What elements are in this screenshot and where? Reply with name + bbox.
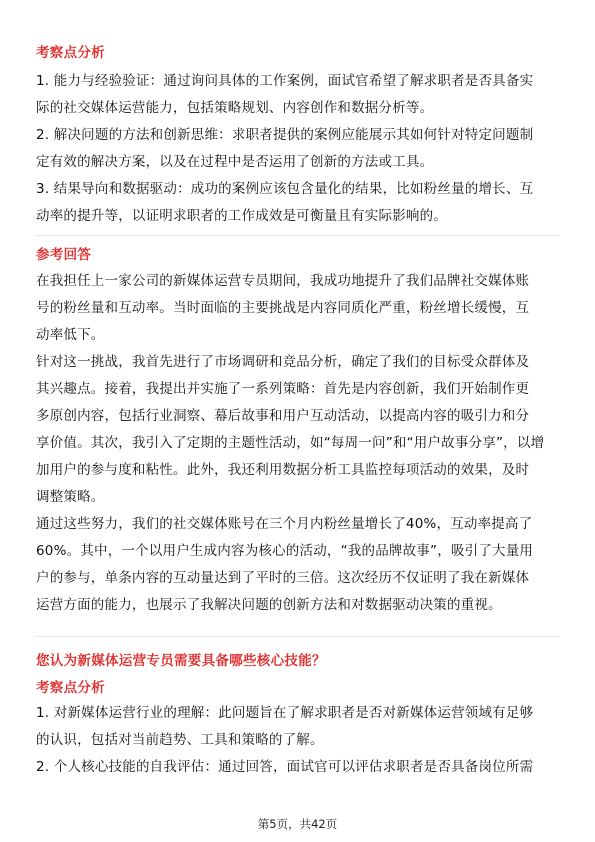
section-heading-answer: 参考回答 [36,247,92,263]
question-heading: 您认为新媒体运营专员需要具备哪些核心技能？ [36,653,326,669]
answer-line: 在我担任上一家公司的新媒体运营专员期间，我成功地提升了我们品牌社交媒体账 [36,273,530,289]
analysis-line: 2. 解决问题的方法和创新思维：求职者提供的案例应能展示其如何针对特定问题制 [36,127,534,143]
answer-line: 针对这一挑战，我首先进行了市场调研和竞品分析，确定了我们的目标受众群体及 [36,354,530,370]
analysis-line: 际的社交媒体运营能力，包括策略规划、内容创作和数据分析等。 [36,100,434,116]
answer-line: 调整策略。 [36,489,105,505]
answer-line: 其兴趣点。接着，我提出并实施了一系列策略：首先是内容创新，我们开始制作更 [36,381,530,397]
answer-line: 享价值。其次，我引入了定期的主题性活动，如“每周一问”和“用户故事分享”，以增 [36,435,545,451]
answer-line: 运营方面的能力，也展示了我解决问题的创新方法和对数据驱动决策的重视。 [36,597,502,613]
analysis-line: 1. 能力与经验验证：通过询问具体的工作案例，面试官希望了解求职者是否具备实 [36,73,534,89]
answer-line: 多原创内容，包括行业洞察、幕后故事和用户互动活动，以提高内容的吸引力和分 [36,408,530,424]
section-heading-analysis: 考察点分析 [36,680,105,696]
analysis-line: 的认识，包括对当前趋势、工具和策略的了解。 [36,732,324,748]
answer-line: 通过这些努力，我们的社交媒体账号在三个月内粉丝量增长了40%，互动率提高了 [36,516,533,532]
answer-line: 60%。其中，一个以用户生成内容为核心的活动，“我的品牌故事”，吸引了大量用 [36,543,534,559]
page-number-footer: 第5页，共42页 [257,817,338,831]
analysis-line: 1. 对新媒体运营行业的理解：此问题旨在了解求职者是否对新媒体运营领域有足够 [36,705,534,721]
answer-line: 号的粉丝量和互动率。当时面临的主要挑战是内容同质化严重，粉丝增长缓慢，互 [36,300,530,316]
divider [36,235,559,236]
analysis-line: 定有效的解决方案，以及在过程中是否运用了创新的方法或工具。 [36,154,434,170]
answer-line: 加用户的参与度和粘性。此外，我还利用数据分析工具监控每项活动的效果，及时 [36,462,530,478]
analysis-line: 动率的提升等，以证明求职者的工作成效是可衡量且有实际影响的。 [36,208,447,224]
analysis-line: 3. 结果导向和数据驱动：成功的案例应该包含量化的结果，比如粉丝量的增长、互 [36,181,534,197]
answer-line: 户的参与，单条内容的互动量达到了平时的三倍。这次经历不仅证明了我在新媒体 [36,570,530,586]
divider [36,636,559,637]
section-heading-analysis: 考察点分析 [36,45,105,61]
analysis-line: 2. 个人核心技能的自我评估：通过回答，面试官可以评估求职者是否具备岗位所需 [36,759,534,775]
answer-line: 动率低下。 [36,327,105,343]
